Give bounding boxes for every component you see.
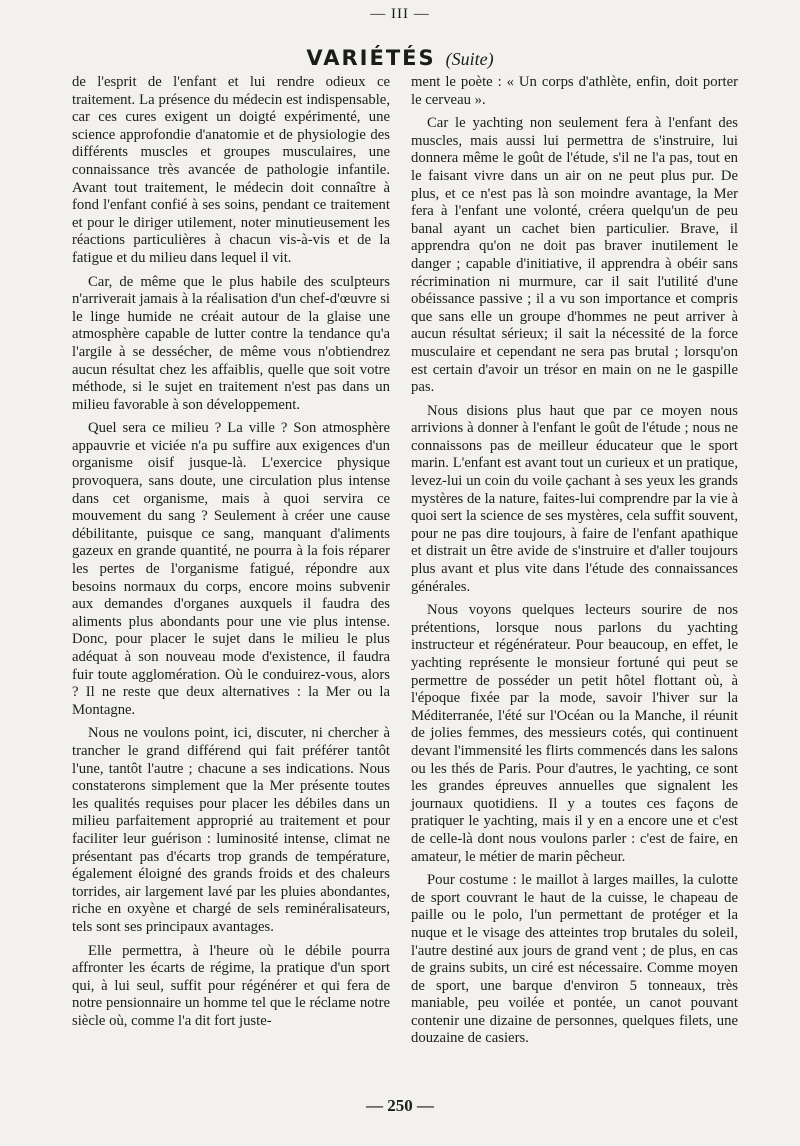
- paragraph: Quel sera ce milieu ? La ville ? Son atmosphère appauvrie et viciée n'a pu suffire aux exigences d'un organisme oisif jusque-là. L'exercice physique provoquera, sans doute, une circulation plus intense dans cet organisme, mais à quoi servira ce mouvement du sang ? Seulement à créer une cause débilitante, puisque ce sang, manquant d'aliments gazeux en grande quantité, ne pourra à la fois réparer les pertes de l'organisme fatigué, répondre aux besoins normaux du corps, encore moins subvenir aux demandes d'organes auxquels il faudra des aliments plus abondants pour une vie plus intense. Donc, pour placer le sujet dans le milieu le plus adéquat à son nouveau mode d'existence, il faudra fuir toute agglomération. Où le conduirez-vous, alors ? Il ne reste que deux alternatives : la Mer ou la Montagne.: [72, 420, 390, 718]
- paragraph: Car, de même que le plus habile des sculpteurs n'arriverait jamais à la réalisation d'un chef-d'œuvre si le linge humide ne créait autour de la glaise une atmosphère capable de lutter contre la tendance qu'a l'argile à se dessécher, de même vous n'obtiendrez aucun résultat chez les affaiblis, quelle que soit votre méthode, si le sujet en traitement n'est pas dans un milieu favorable à son développement.: [72, 273, 390, 413]
- left-column: [72, 74, 390, 1036]
- right-column: [411, 74, 738, 1054]
- paragraph: Nous ne voulons point, ici, discuter, ni chercher à trancher le grand différend qui fait préférer tantôt l'une, tantôt l'autre ; chacune a ses indications. Nous constaterons simplement que la Mer présente toutes les qualités requises pour placer les débiles dans un milieu parfaitement approprié au traitement et pour faciliter leur guérison : luminosité intense, climat ne présentant pas d'écarts trop grands de température, également éloigné des grands froids et des chaleurs torrides, air largement lavé par les pluies abondantes, riche en oxyène et chargé de sels reminéralisateurs, tels sont ses principaux avantages.: [72, 725, 390, 935]
- paragraph: de l'esprit de l'enfant et lui rendre odieux ce traitement. La présence du médecin est indispensable, car ces cures exigent un doigté expérimenté, une science approfondie d'anatomie et de physiologie des différents muscles et groupes musculaires, une connaissance très avancée de pathologie infantile. Avant tout traitement, le médecin doit connaître à fond l'enfant confié à ses soins, pendant ce traitement et pour le diriger utilement, noter minutieusement les réactions particulières à chacun vis-à-vis et de la fatigue et du milieu dans lequel il vit.: [72, 74, 390, 266]
- section-page-number: — III —: [370, 6, 430, 22]
- title-text: VARIÉTÉS: [306, 46, 436, 70]
- paragraph: Elle permettra, à l'heure où le débile pourra affronter les écarts de régime, la pratique d'un sport qui, à lui seul, suffit pour régénérer et qui fera de notre pensionnaire un homme tel que le réclame notre siècle où, comme l'a dit fort juste-: [72, 942, 390, 1029]
- page-number: — 250 —: [366, 1096, 434, 1115]
- paragraph: Car le yachting non seulement fera à l'enfant des muscles, mais aussi lui permettra de s'instruire, lui donnera même le goût de l'étude, s'il ne l'a pas, tout en le faisant vivre dans un air on ne peut plus pur. De plus, et ce n'est pas là son moindre avantage, la Mer fera à l'enfant une volonté, créera quelqu'un de peu banal ayant un cachet bien particulier. Brave, il apprendra qu'on ne doit pas braver inutilement le danger ; capable d'initiative, il apprendra à obéir sans récrimination ni murmure, car il sait l'utilité d'une obéissance passive ; il a vu son importance et compris que sans elle un groupe d'hommes ne peut arriver à aucun résultat sérieux; il sait la nécessité de la force musculaire et cependant ne sera pas brutal ; lorsqu'on est certain d'avoir un trésor en main on ne le gaspille pas.: [411, 115, 738, 396]
- paragraph: Pour costume : le maillot à larges mailles, la culotte de sport couvrant le haut de la cuisse, le chapeau de paille ou le polo, l'un permettant de protéger et la nuque et le visage des atteintes trop brutales du soleil, l'autre destiné aux jours de grand vent ; de plus, en cas de grains subits, un ciré est nécessaire. Comme moyen de sport, une barque d'environ 5 tonneaux, très maniable, peu voilée et pontée, un canot pouvant contenir une dizaine de personnes, quelques filets, une douzaine de casiers.: [411, 872, 738, 1047]
- page-title: [0, 46, 800, 70]
- paragraph: Nous disions plus haut que par ce moyen nous arrivions à donner à l'enfant le goût de l'étude ; nous ne connaissons pas de meilleur éducateur que le sport marin. L'enfant est avant tout un curieux et un pratique, levez-lui un coin du voile çachant à ses yeux les grands mystères de la nature, faites-lui comprendre par la vie à quoi sert la science de ses mystères, cela suffit souvent, pour ne pas dire toujours, à faire de l'enfant apathique et distrait un être avide de s'instruire et d'aller toujours plus avant et plus vite dans l'étude des connaissances générales.: [411, 402, 738, 595]
- title-subtitle: (Suite): [445, 49, 494, 69]
- paragraph: ment le poète : « Un corps d'athlète, enfin, doit porter le cerveau ».: [411, 74, 738, 108]
- paragraph: Nous voyons quelques lecteurs sourire de nos prétentions, lorsque nous parlons du yachting instructeur et régénérateur. Pour beaucoup, en effet, le yachting représente le monsieur fortuné qui peut se permettre de posséder un petit hôtel flottant où, à l'époque fixée par la mode, savoir l'hiver sur la Méditerranée, l'été sur l'Océan ou la Manche, il réunit de jolies femmes, des messieurs cotés, qui continuent devant l'immensité les flirts commencés dans les salons ou les thés de Paris. Pour d'autres, le yachting, ce sont les grandes épreuves annuelles que signalent les journaux quotidiens. Il y a toutes ces façons de pratiquer le yachting, mais il y en a encore une et c'est de celle-là dont nous voulons parler : c'est de faire, en amateur, le métier de marin pêcheur.: [411, 602, 738, 865]
